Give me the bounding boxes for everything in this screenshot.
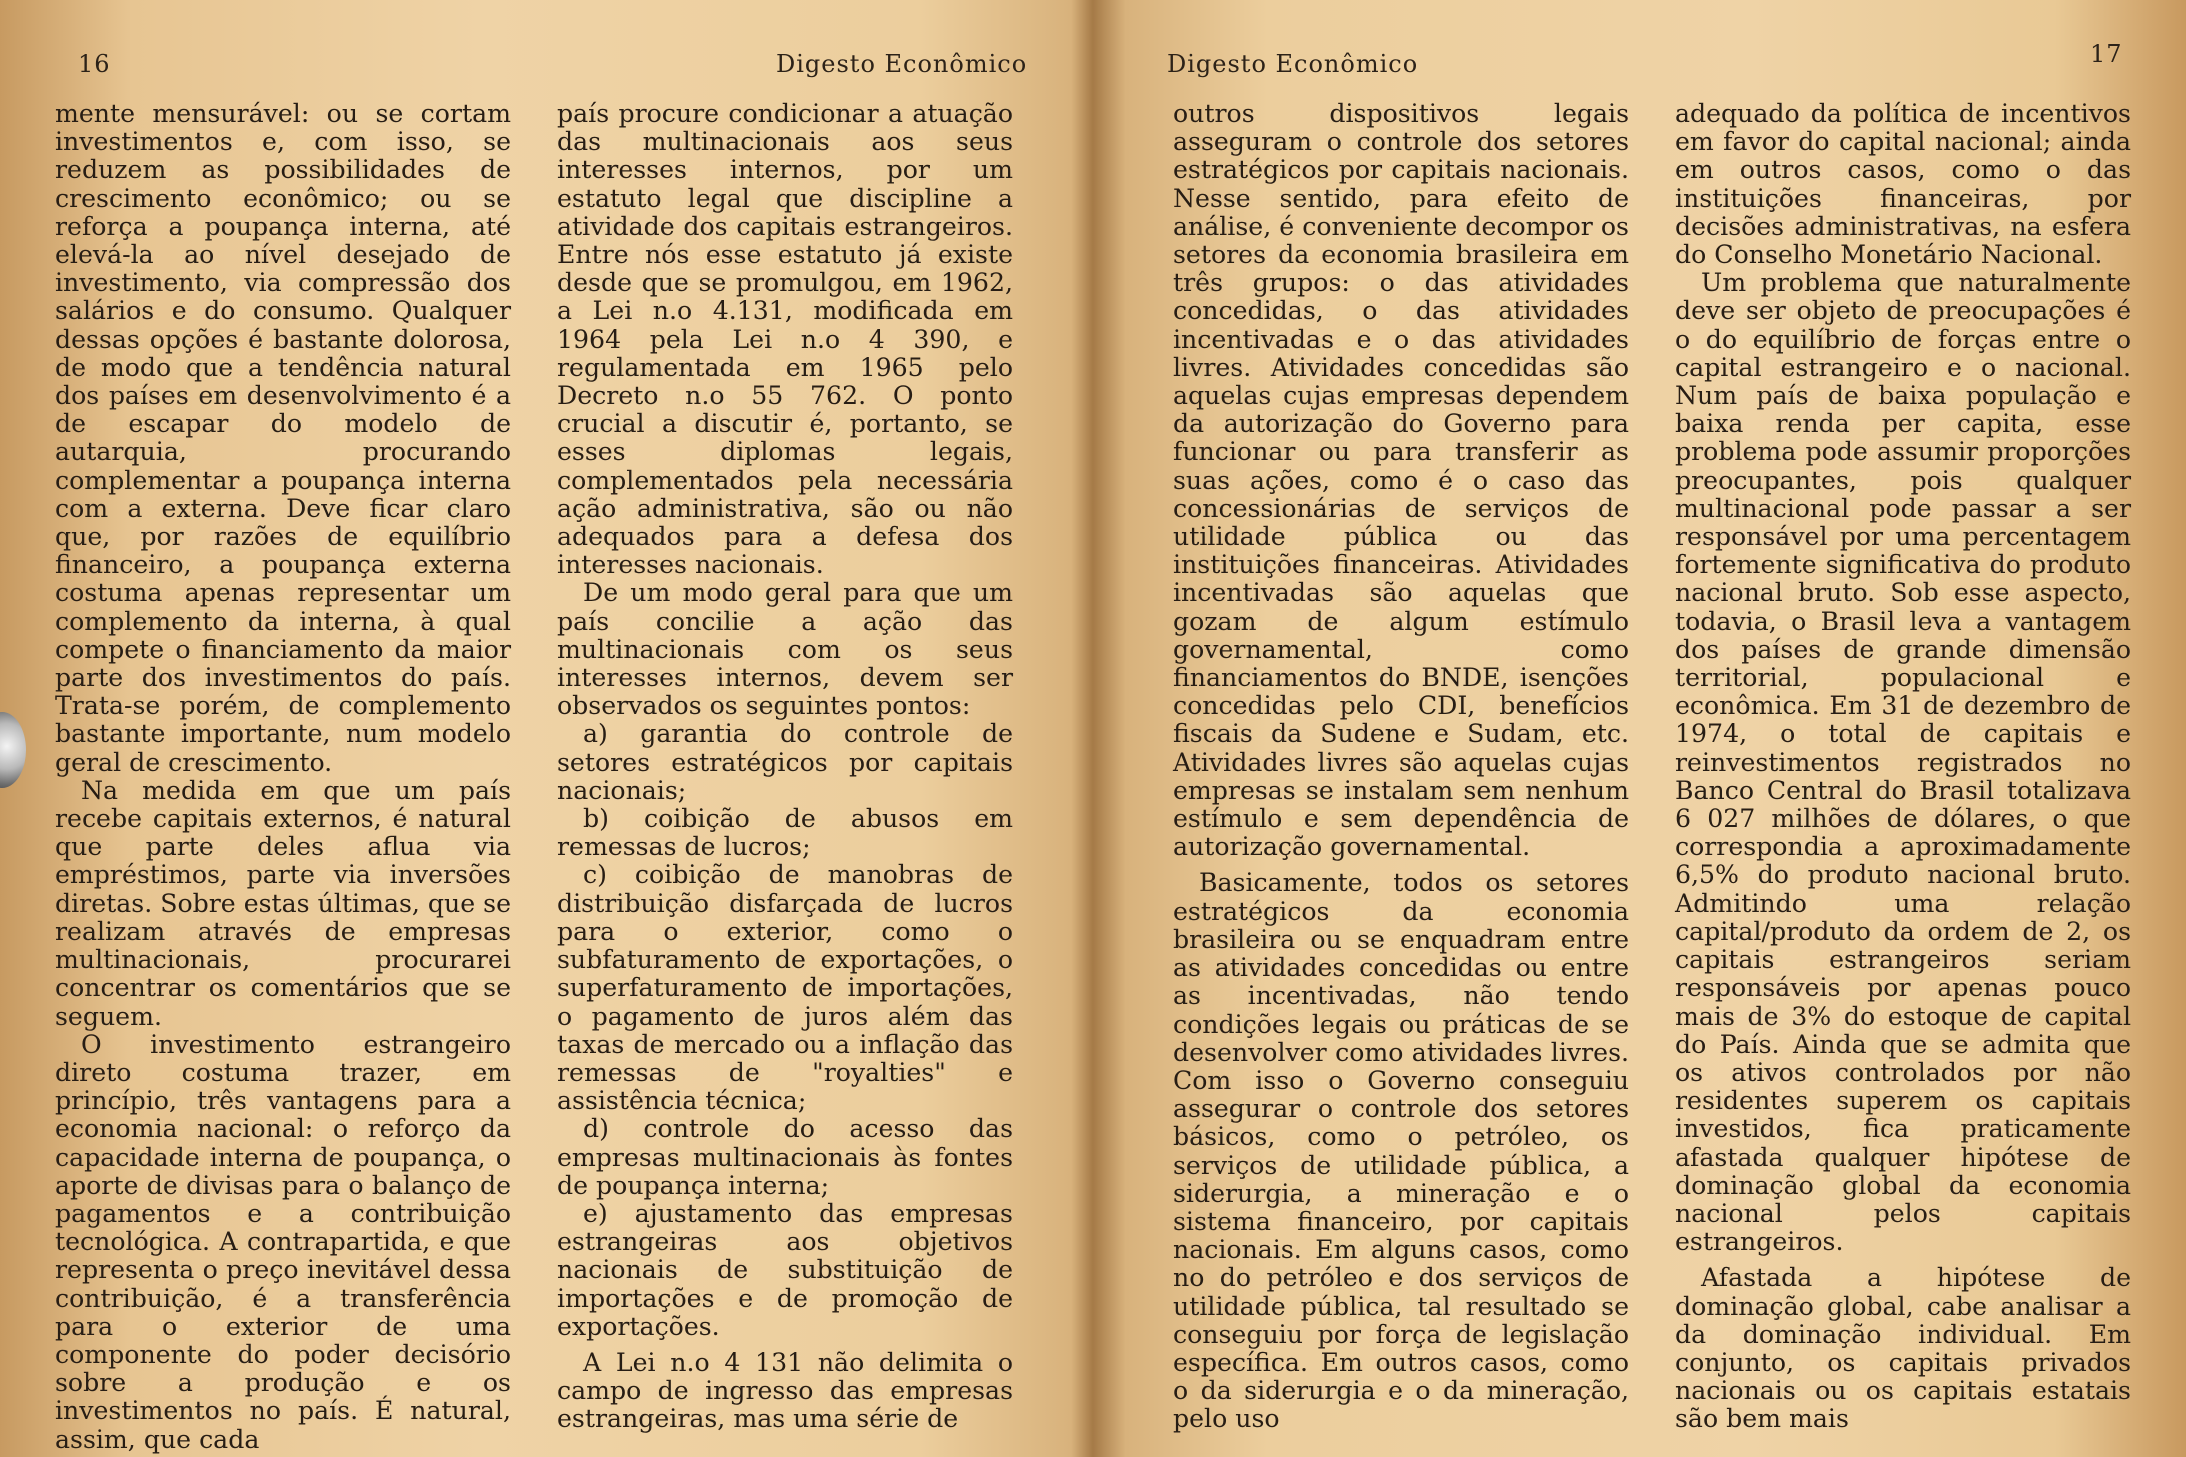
paragraph: mente mensurável: ou se cortam investimentos e, com isso, se reduzem as possibilidades de crescimento econômico; ou se reforça a poupança interna, até elevá-la ao nível desejado de investimento, via compressão dos salários e do consumo. Qualquer dessas opções é bastante dolorosa, de modo que a tendência natural dos países em desenvolvimento é a de escapar do modelo de autarquia, procurando complementar a poupança interna com a externa. Deve ficar claro que, por razões de equilíbrio financeiro, a poupança externa costuma apenas representar um complemento da interna, à qual compete o financiamento da maior parte dos investimentos do país. Trata-se porém, de complemento bastante importante, num modelo geral de crescimento.: [55, 99, 511, 777]
paragraph: A Lei n.o 4 131 não delimita o campo de ingresso das empresas estrangeiras, mas uma série de: [557, 1347, 1013, 1434]
paragraph: adequado da política de incentivos em favor do capital nacional; ainda em outros casos, como o das instituições financeiras, por decisões administrativas, na esfera do Conselho Monetário Nacional.: [1675, 99, 2131, 270]
paragraph: outros dispositivos legais asseguram o controle dos setores estratégicos por capitais nacionais. Nesse sentido, para efeito de análise, é conveniente decompor os setores da economia brasileira em três grupos: o das atividades concedidas, o das atividades incentivadas e o das atividades livres. Atividades concedidas são aquelas cujas empresas dependem da autorização do Governo para funcionar ou para transferir as suas ações, como é o caso das concessionárias de serviços de utilidade pública ou das instituições financeiras. Atividades incentivadas são aquelas que gozam de algum estímulo governamental, como financiamentos do BNDE, isenções concedidas pelo CDI, benefícios fiscais da Sudene e Sudam, etc. Atividades livres são aquelas cujas empresas se instalam sem nenhum estímulo e sem dependência de autorização governamental.: [1173, 99, 1629, 862]
page-number-right: 17: [2090, 40, 2123, 68]
right-page-column-2: [1675, 100, 2131, 1434]
paragraph: De um modo geral para que um país concilie a ação das multinacionais com os seus interesses internos, devem ser observados os seguintes pontos:: [557, 578, 1013, 721]
list-item: a) garantia do controle de setores estratégicos por capitais nacionais;: [557, 719, 1013, 805]
list-item: b) coibição de abusos em remessas de lucros;: [557, 804, 1013, 862]
running-head-right: Digesto Econômico: [1167, 50, 1419, 78]
left-page-column-1: [55, 100, 511, 1454]
paragraph: Basicamente, todos os setores estratégicos da economia brasileira ou se enquadram entre as atividades concedidas ou entre as incentivadas, não tendo condições legais ou práticas de se desenvolver como atividades livres. Com isso o Governo conseguiu assegurar o controle dos setores básicos, como o petróleo, os serviços de utilidade pública, a siderurgia, a mineração e o sistema financeiro, por capitais nacionais. Em alguns casos, como no do petróleo e dos serviços de utilidade pública, tal resultado se conseguiu por força de legislação específica. Em outros casos, como o da siderurgia e o da mineração, pelo uso: [1173, 868, 1629, 1434]
running-head-left: Digesto Econômico: [776, 50, 1028, 78]
paragraph: país procure condicionar a atuação das multinacionais aos seus interesses internos, por um estatuto legal que discipline a atividade dos capitais estrangeiros. Entre nós esse estatuto já existe desde que se promulgou, em 1962, a Lei n.o 4.131, modificada em 1964 pela Lei n.o 4 390, e regulamentada em 1965 pelo Decreto n.o 55 762. O ponto crucial a discutir é, portanto, se esses diplomas legais, complementados pela necessária ação administrativa, são ou não adequados para a defesa dos interesses nacionais.: [557, 99, 1013, 580]
paragraph: O investimento estrangeiro direto costuma trazer, em princípio, três vantagens para a economia nacional: o reforço da capacidade interna de poupança, o aporte de divisas para o balanço de pagamentos e a contribuição tecnológica. A contrapartida, e que representa o preço inevitável dessa contribuição, é a transferência para o exterior de uma componente do poder decisório sobre a produção e os investimentos no país. É natural, assim, que cada: [55, 1029, 511, 1454]
right-page: [1093, 0, 2186, 1457]
list-item: e) ajustamento das empresas estrangeiras aos objetivos nacionais de substituição de importações e de promoção de exportações.: [557, 1198, 1013, 1341]
paper-clip-icon: [0, 712, 26, 788]
list-item: c) coibição de manobras de distribuição disfarçada de lucros para o exterior, como o subfaturamento de exportações, o superfaturamento de importações, o pagamento de juros além das taxas de mercado ou a inflação das remessas de "royalties" e assistência técnica;: [557, 860, 1013, 1116]
paragraph: Um problema que naturalmente deve ser objeto de preocupações é o do equilíbrio de forças entre o capital estrangeiro e o nacional. Num país de baixa população e baixa renda per capita, esse problema pode assumir proporções preocupantes, pois qualquer multinacional pode passar a ser responsável por uma percentagem fortemente significativa do produto nacional bruto. Sob esse aspecto, todavia, o Brasil leva a vantagem dos países de grande dimensão territorial, populacional e econômica. Em 31 de dezembro de 1974, o total de capitais e reinvestimentos registrados no Banco Central do Brasil totalizava 6 027 milhões de dólares, o que correspondia a aproximadamente 6,5% do produto nacional bruto. Admitindo uma relação capital/produto da ordem de 2, os capitais estrangeiros seriam responsáveis por apenas pouco mais de 3% do estoque de capital do País. Ainda que se admita que os ativos controlados por não residentes superem os capitais investidos, fica praticamente afastada qualquer hipótese de dominação global da economia nacional pelos capitais estrangeiros.: [1675, 268, 2131, 1257]
right-page-column-1: [1173, 100, 1629, 1434]
paragraph: Afastada a hipótese de dominação global, cabe analisar a da dominação individual. Em conjunto, os capitais privados nacionais ou os capitais estatais são bem mais: [1675, 1263, 2131, 1434]
paragraph: Na medida em que um país recebe capitais externos, é natural que parte deles aflua via empréstimos, parte via inversões diretas. Sobre estas últimas, que se realizam através de empresas multinacionais, procurarei concentrar os comentários que se seguem.: [55, 775, 511, 1031]
list-item: d) controle do acesso das empresas multinacionais às fontes de poupança interna;: [557, 1114, 1013, 1200]
left-page-column-2: [557, 100, 1013, 1434]
page-number-left: 16: [78, 50, 111, 78]
